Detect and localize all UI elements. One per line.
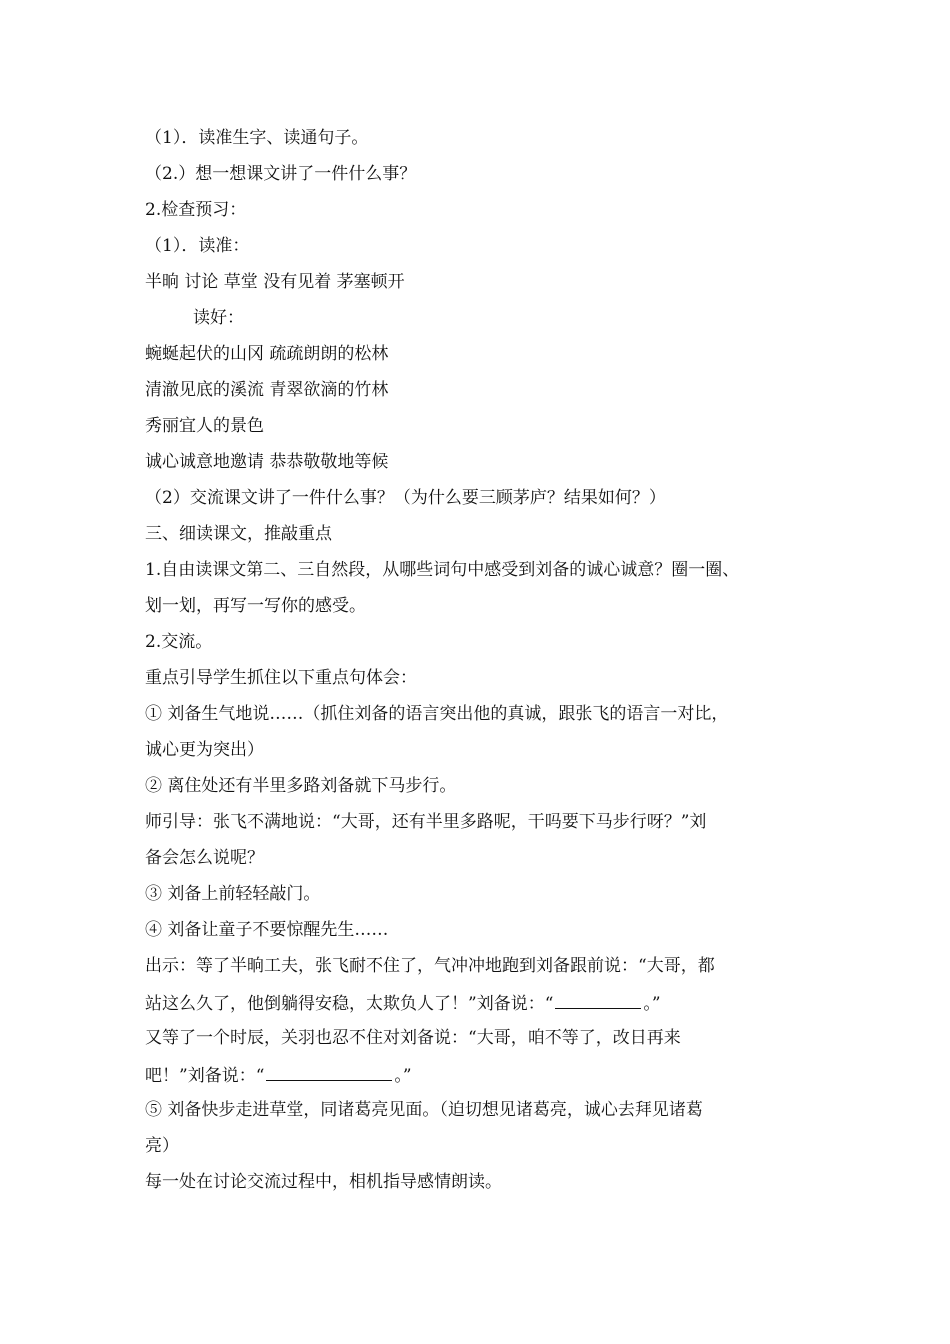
text-line: ④ 刘备让童子不要惊醒先生…… (145, 920, 389, 940)
text-line: （1）．读准生字、读通句子。 (145, 128, 369, 148)
text-line: 2.检查预习： (145, 200, 247, 220)
phrase-line: 诚心诚意地邀请 恭恭敬敬地等候 (145, 452, 389, 472)
text-line: 2.交流。 (145, 632, 213, 652)
fill-in-text: 吧！”刘备说：“ (145, 1066, 265, 1086)
text-line: （2.）想一想课文讲了一件什么事？ (145, 164, 417, 184)
text-line: 亮） (145, 1136, 179, 1156)
text-line: 出示：等了半晌工夫，张飞耐不住了，气冲冲地跑到刘备跟前说：“大哥，都 (145, 956, 715, 976)
text-line: 1.自由读课文第二、三自然段，从哪些词句中感受到刘备的诚心诚意？圈一圈、 (145, 560, 740, 580)
text-line: 读好： (193, 308, 244, 328)
text-line: （2）交流课文讲了一件什么事？（为什么要三顾茅庐？结果如何？） (145, 488, 666, 508)
text-line: （1）．读准： (145, 236, 250, 256)
text-line: 划一划，再写一写你的感受。 (145, 596, 366, 616)
text-line: 师引导：张飞不满地说：“大哥，还有半里多路呢，干吗要下马步行呀？”刘 (145, 812, 707, 832)
answer-blank (555, 990, 641, 1009)
vocab-line: 半晌 讨论 草堂 没有见着 茅塞顿开 (145, 272, 405, 292)
text-line: 又等了一个时辰，关羽也忍不住对刘备说：“大哥，咱不等了，改日再来 (145, 1028, 681, 1048)
phrase-line: 清澈见底的溪流 青翠欲滴的竹林 (145, 380, 389, 400)
text-line: ⑤ 刘备快步走进草堂，同诸葛亮见面。（迫切想见诸葛亮，诚心去拜见诸葛 (145, 1100, 703, 1120)
fill-in-line (145, 1062, 412, 1088)
text-line: 每一处在讨论交流过程中，相机指导感情朗读。 (145, 1172, 502, 1192)
text-line: ① 刘备生气地说……（抓住刘备的语言突出他的真诚，跟张飞的语言一对比， (145, 704, 729, 724)
text-line: 重点引导学生抓住以下重点句体会： (145, 668, 417, 688)
fill-in-text: 。” (394, 1066, 412, 1086)
text-line: 诚心更为突出） (145, 740, 264, 760)
answer-blank (266, 1062, 392, 1081)
fill-in-text: 。” (643, 994, 661, 1014)
phrase-line: 秀丽宜人的景色 (145, 416, 264, 436)
text-line: 备会怎么说呢？ (145, 848, 264, 868)
text-line: ② 离住处还有半里多路刘备就下马步行。 (145, 776, 457, 796)
fill-in-line (145, 990, 661, 1016)
phrase-line: 蜿蜒起伏的山冈 疏疏朗朗的松林 (145, 344, 389, 364)
section-heading: 三、细读课文，推敲重点 (145, 524, 332, 544)
text-line: ③ 刘备上前轻轻敲门。 (145, 884, 321, 904)
fill-in-text: 站这么久了，他倒躺得安稳，太欺负人了！”刘备说：“ (145, 994, 554, 1014)
